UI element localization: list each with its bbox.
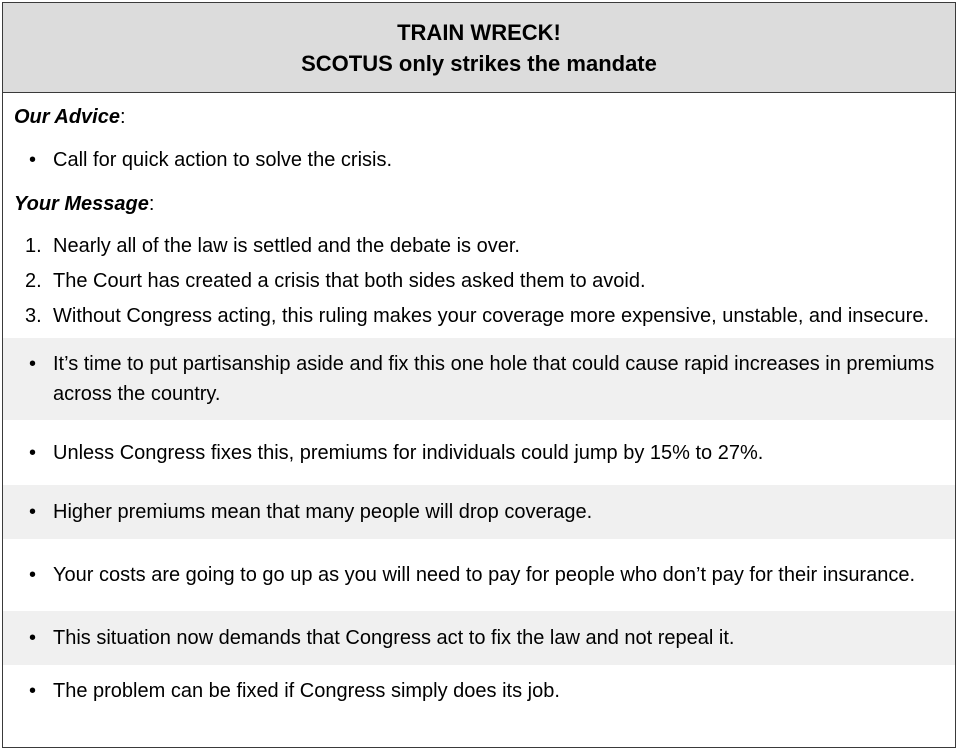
advice-item [3, 145, 955, 175]
bullet-icon: • [29, 353, 37, 375]
bullet-icon: • [29, 501, 37, 523]
point-text: It’s time to put partisanship aside and fix this one hole that could cause rapid increases in premiums across the country. [53, 353, 935, 405]
message-heading [3, 189, 955, 219]
point-text: Unless Congress fixes this, premiums for individuals could jump by 15% to 27%. [53, 441, 764, 464]
bullet-icon: • [29, 441, 37, 464]
point-row-1 [3, 338, 955, 420]
bullet-icon: • [29, 149, 37, 171]
point-text: Your costs are going to go up as you will need to pay for people who don’t pay for their insurance. [53, 564, 916, 586]
bullet-icon: • [29, 564, 37, 586]
item-number: 2. [25, 270, 42, 292]
header-subtitle: SCOTUS only strikes the mandate [301, 50, 657, 76]
point-text: This situation now demands that Congress act to fix the law and not repeal it. [53, 627, 735, 649]
point-text: The problem can be fixed if Congress simply does its job. [53, 680, 560, 702]
bullet-icon: • [29, 627, 37, 649]
numbered-item-text: Nearly all of the law is settled and the debate is over. [53, 235, 520, 257]
item-number: 3. [25, 305, 42, 327]
numbered-item-text: The Court has created a crisis that both sides asked them to avoid. [53, 270, 646, 292]
numbered-item-3 [3, 301, 955, 331]
header-banner [3, 3, 955, 93]
message-box [2, 2, 956, 748]
advice-heading-text: Our Advice [14, 106, 120, 128]
numbered-item-text: Without Congress acting, this ruling makes your coverage more expensive, unstable, and insecure. [53, 305, 930, 327]
advice-item-text: Call for quick action to solve the crisis. [53, 149, 393, 171]
numbered-item-1 [3, 231, 955, 261]
bullet-icon: • [29, 680, 37, 702]
point-row-2 [3, 420, 955, 485]
point-row-6 [3, 665, 955, 717]
advice-heading-colon: : [119, 106, 126, 128]
point-row-3 [3, 485, 955, 539]
advice-heading [3, 102, 955, 132]
item-number: 1. [25, 235, 42, 257]
point-row-5 [3, 611, 955, 665]
message-heading-text: Your Message [14, 193, 149, 215]
point-text: Higher premiums mean that many people will drop coverage. [53, 501, 593, 523]
header-title: TRAIN WRECK! [397, 19, 561, 45]
numbered-item-2 [3, 266, 955, 296]
point-row-4 [3, 539, 955, 611]
message-heading-colon: : [148, 193, 155, 215]
